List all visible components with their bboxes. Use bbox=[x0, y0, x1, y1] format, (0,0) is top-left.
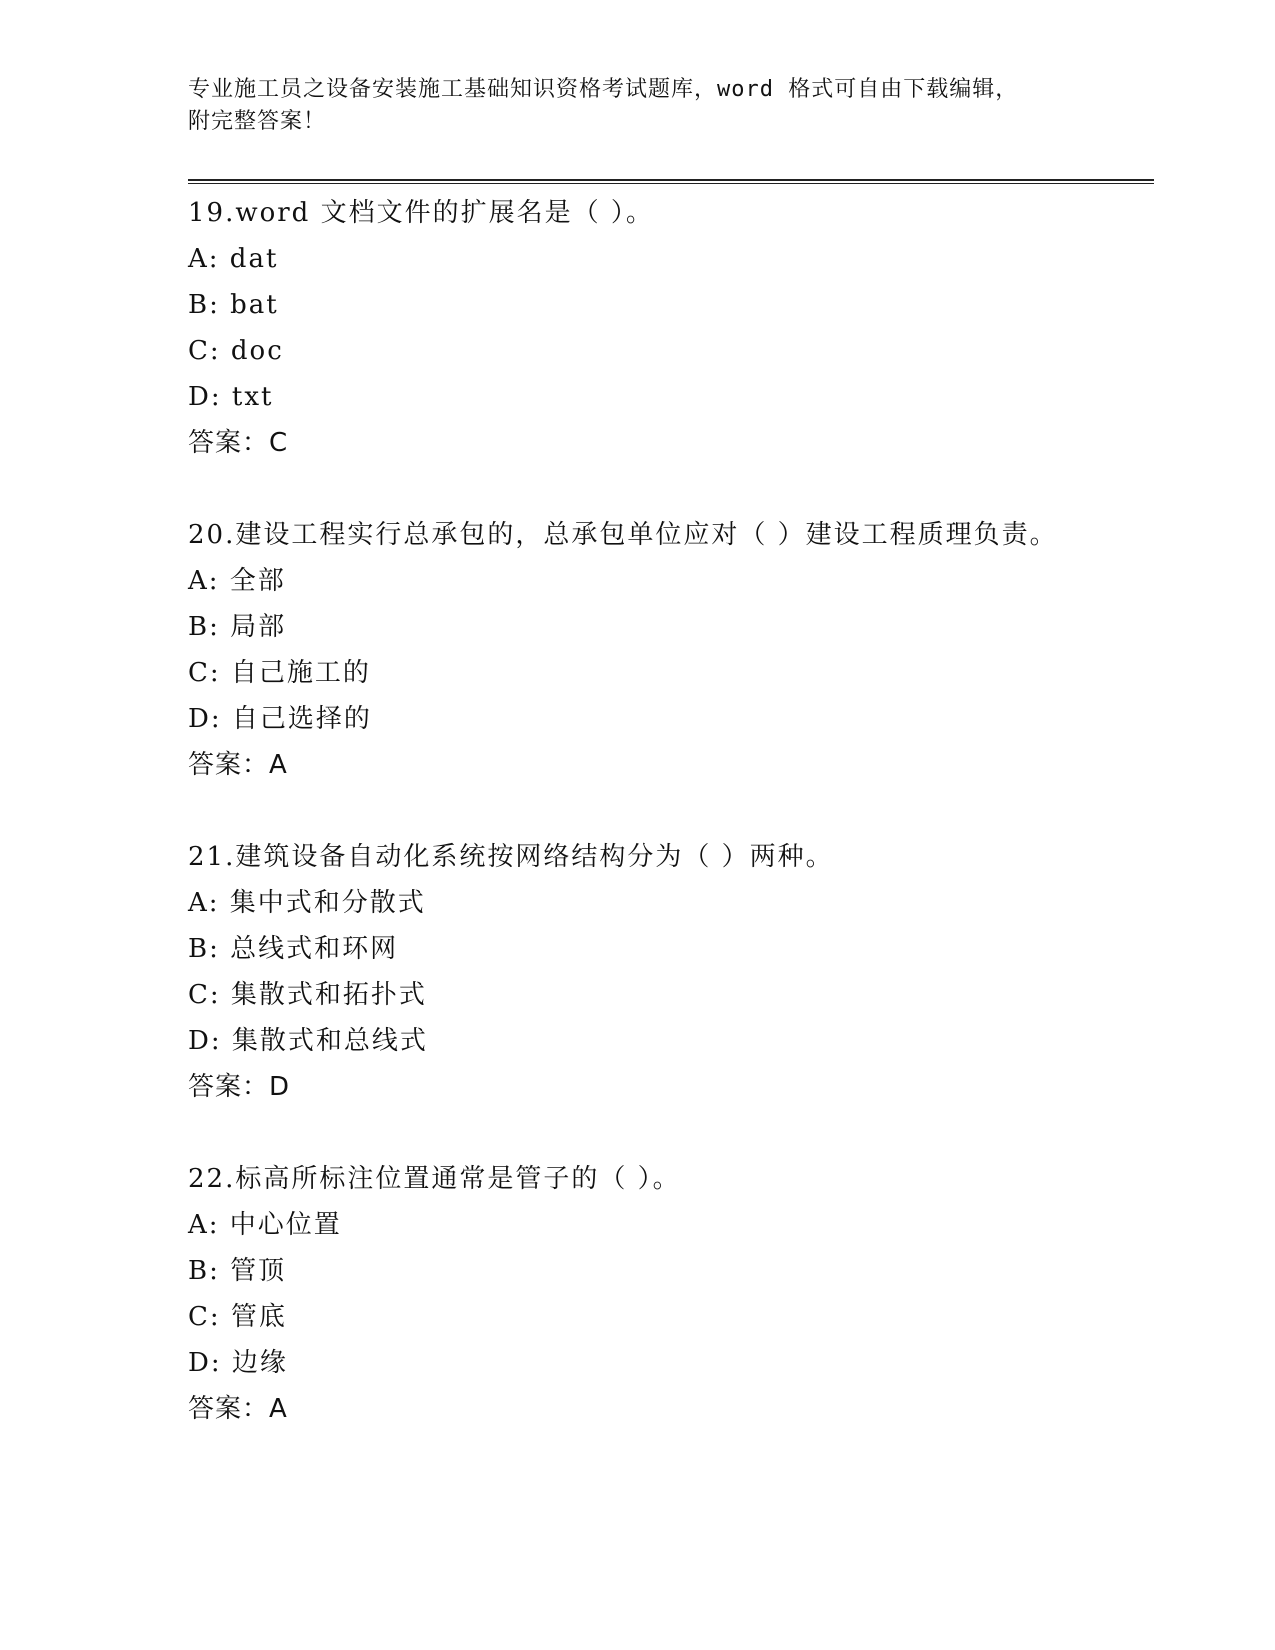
option-d: D: 自己选择的 bbox=[188, 704, 372, 734]
question-21 bbox=[188, 834, 1128, 1110]
option-b: B: 局部 bbox=[188, 612, 287, 642]
question-stem: 20.建设工程实行总承包的，总承包单位应对（ ）建设工程质理负责。 bbox=[188, 520, 1058, 550]
option-b: B: 总线式和环网 bbox=[188, 934, 399, 964]
answer: 答案：D bbox=[188, 1072, 291, 1102]
option-c: C: 管底 bbox=[188, 1302, 287, 1332]
option-d: D: 集散式和总线式 bbox=[188, 1026, 428, 1056]
option-a: A: 集中式和分散式 bbox=[188, 888, 426, 918]
answer: 答案：A bbox=[188, 1394, 288, 1424]
option-d: D: txt bbox=[188, 382, 274, 412]
answer: 答案：C bbox=[188, 428, 289, 458]
option-d: D: 边缘 bbox=[188, 1348, 288, 1378]
header-divider-bottom bbox=[188, 183, 1154, 184]
option-a: A: 中心位置 bbox=[188, 1210, 342, 1240]
document-header bbox=[188, 74, 1088, 138]
option-c: C: doc bbox=[188, 336, 284, 366]
question-20 bbox=[188, 512, 1128, 788]
question-stem: 19.word 文档文件的扩展名是（ ）。 bbox=[188, 198, 654, 228]
question-stem: 21.建筑设备自动化系统按网络结构分为（ ）两种。 bbox=[188, 842, 834, 872]
header-line-1: 专业施工员之设备安装施工基础知识资格考试题库，word 格式可自由下载编辑， bbox=[188, 77, 1019, 102]
question-stem: 22.标高所标注位置通常是管子的（ ）。 bbox=[188, 1164, 681, 1194]
question-list bbox=[188, 190, 1128, 1478]
option-a: A: 全部 bbox=[188, 566, 286, 596]
question-22 bbox=[188, 1156, 1128, 1432]
option-a: A: dat bbox=[188, 244, 279, 274]
option-b: B: bat bbox=[188, 290, 279, 320]
answer: 答案：A bbox=[188, 750, 288, 780]
option-c: C: 自己施工的 bbox=[188, 658, 371, 688]
option-b: B: 管顶 bbox=[188, 1256, 287, 1286]
option-c: C: 集散式和拓扑式 bbox=[188, 980, 427, 1010]
question-19 bbox=[188, 190, 1128, 466]
header-divider-top bbox=[188, 179, 1154, 181]
header-line-2: 附完整答案！ bbox=[188, 109, 327, 134]
